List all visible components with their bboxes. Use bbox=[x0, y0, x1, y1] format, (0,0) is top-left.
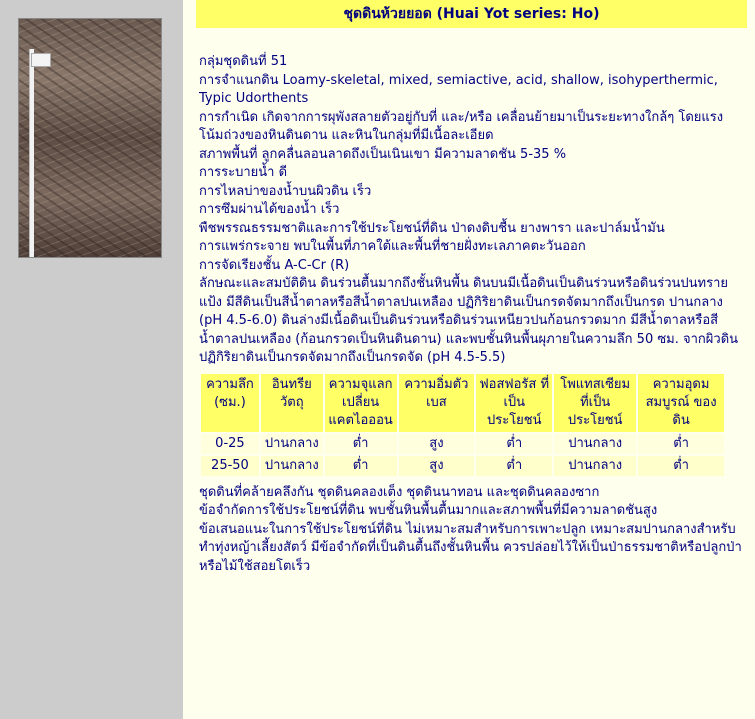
classification: การจำแนกดิน Loamy-skeletal, mixed, semiactive, acid, shallow, isohyperthermic, Typic Udorthents bbox=[199, 72, 718, 106]
cell-fertility: ต่ำ bbox=[637, 455, 725, 477]
cell-potassium: ปานกลาง bbox=[553, 433, 637, 455]
header-base-saturation: ความอิ่มตัว เบส bbox=[398, 373, 476, 433]
land-use-limitations: ข้อจำกัดการใช้ประโยชน์ที่ดิน พบชั้นหินพื้นตื้นมากและสภาพพื้นที่มีความลาดชันสูง bbox=[199, 503, 658, 518]
land-use-recommendations: ข้อเสนอแนะในการใช้ประโยชน์ที่ดิน ไม่เหมาะสมสำหรับการเพาะปลูก เหมาะสมปานกลางสำหรับทำทุ่งหญ้าเลี้ยงสัตว์ มีข้อจำกัดที่เป็นดินตื้นถึงชั้นหินพื้น ควรปล่อยไว้ให้เป็นป่าธรรมชาติหรือปลูกป่าหรือไม้ใช้สอยโตเร็ว bbox=[199, 521, 742, 574]
page-title: ชุดดินห้วยยอด (Huai Yot series: Ho) bbox=[196, 0, 747, 28]
table-row bbox=[200, 433, 725, 455]
cell-base-saturation: สูง bbox=[398, 433, 476, 455]
header-depth: ความลึก (ซม.) bbox=[200, 373, 260, 433]
cell-base-saturation: สูง bbox=[398, 455, 476, 477]
drainage: การระบายน้ำ ดี bbox=[199, 165, 288, 180]
header-fertility: ความอุดม สมบูรณ์ ของดิน bbox=[637, 373, 725, 433]
left-sidebar bbox=[0, 0, 183, 719]
soil-group: กลุ่มชุดดินที่ 51 bbox=[199, 54, 288, 69]
soil-description bbox=[199, 53, 744, 576]
cell-cec: ต่ำ bbox=[324, 455, 398, 477]
cell-depth: 25-50 bbox=[200, 455, 260, 477]
similar-soils: ชุดดินที่คล้ายคลึงกัน ชุดดินคลองเต็ง ชุดดินนาทอน และชุดดินคลองซาก bbox=[199, 484, 600, 500]
table-row bbox=[200, 455, 725, 477]
vegetation-land-use: พืชพรรณธรรมชาติและการใช้ประโยชน์ที่ดิน ป่าดงดิบชื้น ยางพารา และปาล์มน้ำมัน bbox=[199, 220, 665, 236]
table-header-row bbox=[200, 373, 725, 433]
soil-profile-photo bbox=[18, 18, 162, 258]
soil-properties: ลักษณะและสมบัติดิน ดินร่วนตื้นมากถึงชั้นหินพื้น ดินบนมีเนื้อดินเป็นดินร่วนหรือดินร่วนปนทรายแป้ง มีสีดินเป็นสีน้ำตาลหรือสีน้ำตาลปนเหลือง ปฏิกิริยาดินเป็นกรดจัดมากถึงเป็นกรด ปานกลาง (pH 4.5-6.0) ดินล่างมีเนื้อดินเป็นดินร่วนหรือดินร่วนเหนียวปนก้อนกรวดมาก มีสีน้ำตาลหรือสีน้ำตาลปนเหลือง (ก้อนกรวดเป็นหินดินดาน) และพบชั้นหินพื้นผุภายในความลึก 50 ซม. จากผิวดิน ปฏิกิริยาดินเป็นกรดจัดมากถึงเป็นกรดจัด (pH 4.5-5.5) bbox=[199, 276, 739, 365]
header-phosphorus: ฟอสฟอรัส ที่เป็น ประโยชน์ bbox=[475, 373, 553, 433]
terrain: สภาพพื้นที่ ลูกคลื่นลอนลาดถึงเป็นเนินเขา มีความลาดชัน 5-35 % bbox=[199, 146, 567, 162]
cell-potassium: ปานกลาง bbox=[553, 455, 637, 477]
horizon-sequence: การจัดเรียงชั้น A-C-Cr (R) bbox=[199, 257, 350, 273]
cell-phosphorus: ต่ำ bbox=[475, 433, 553, 455]
surface-runoff: การไหลบ่าของน้ำบนผิวดิน เร็ว bbox=[199, 183, 372, 199]
header-cec: ความจุแลก เปลี่ยน แคตไอออน bbox=[324, 373, 398, 433]
header-organic-matter: อินทรีย วัตถุ bbox=[260, 373, 324, 433]
cell-cec: ต่ำ bbox=[324, 433, 398, 455]
cell-phosphorus: ต่ำ bbox=[475, 455, 553, 477]
header-potassium: โพแทสเซียม ที่เป็นประโยชน์ bbox=[553, 373, 637, 433]
origin: การกำเนิด เกิดจากการผุพังสลายตัวอยู่กับที่ และ/หรือ เคลื่อนย้ายมาเป็นระยะทางใกล้ๆ โดยแรงโน้มถ่วงของหินดินดาน และหินในกลุ่มที่มีเนื้อละเอียด bbox=[199, 109, 724, 143]
cell-fertility: ต่ำ bbox=[637, 433, 725, 455]
cell-depth: 0-25 bbox=[200, 433, 260, 455]
cell-organic-matter: ปานกลาง bbox=[260, 455, 324, 477]
cell-organic-matter: ปานกลาง bbox=[260, 433, 324, 455]
main-content-area bbox=[183, 0, 755, 719]
photo-label-tag bbox=[31, 53, 51, 67]
permeability: การซึมผ่านได้ของน้ำ เร็ว bbox=[199, 202, 340, 217]
fertility-table bbox=[199, 372, 726, 478]
distribution: การแพร่กระจาย พบในพื้นที่ภาคใต้และพื้นที่ชายฝั่งทะเลภาคตะวันออก bbox=[199, 239, 586, 254]
measuring-pole bbox=[29, 49, 34, 258]
